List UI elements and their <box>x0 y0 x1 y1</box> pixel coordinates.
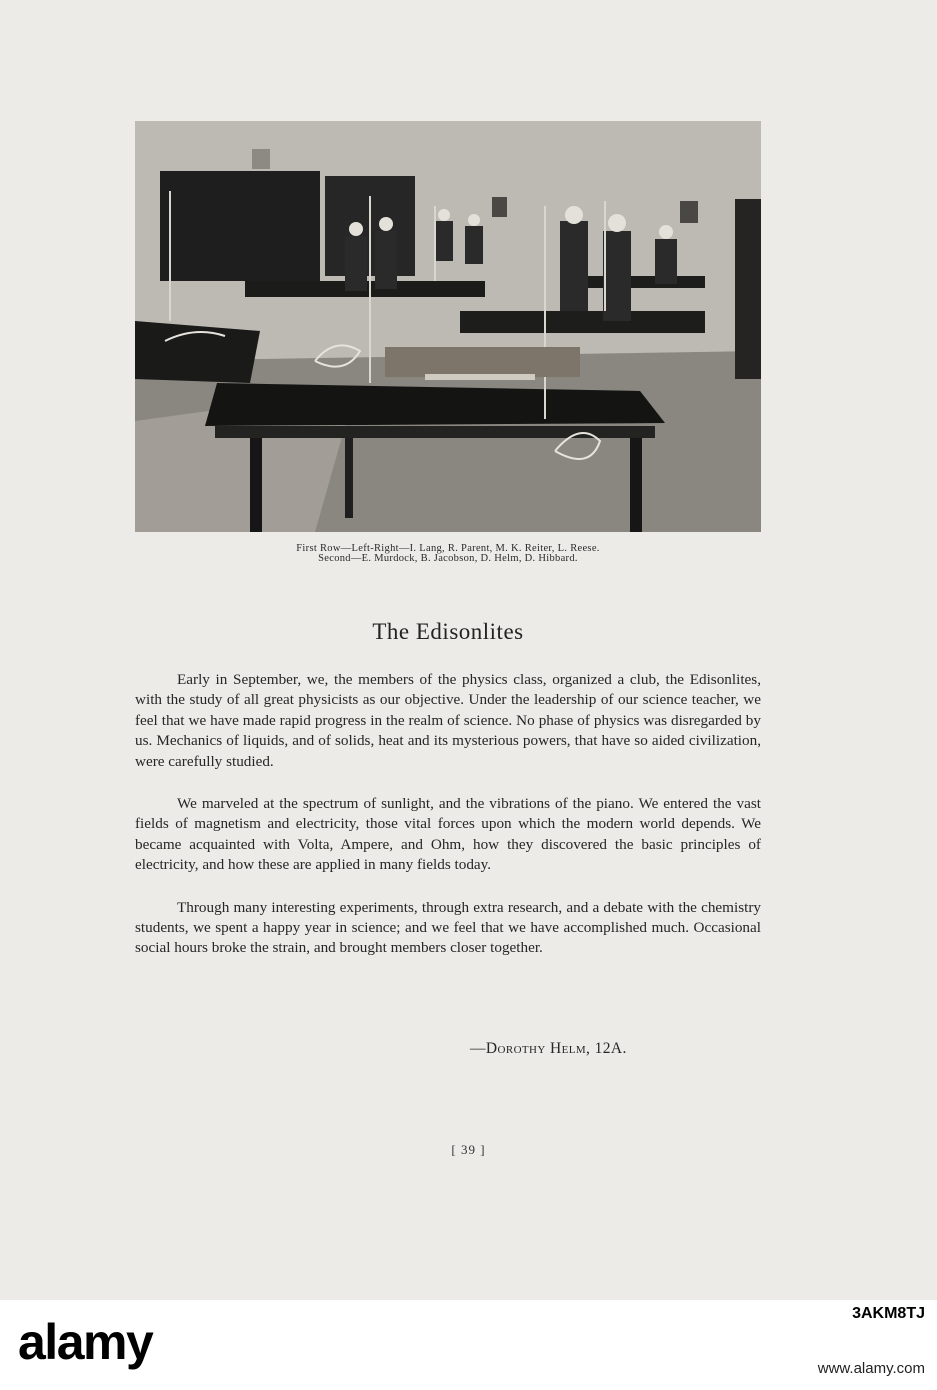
classroom-photo <box>135 121 761 532</box>
image-id: 3AKM8TJ <box>852 1305 925 1322</box>
article-body <box>135 670 761 981</box>
article-title: The Edisonlites <box>372 619 524 644</box>
article-paragraph: Early in September, we, the members of the physics class, organized a club, the Edisonlites, with the study of all great physicists as our objective. Under the leadership of our science teacher, we feel that we have made rapid progress in the realm of science. No phase of physics was disregarded by us. Mechanics of liquids, and of solids, heat and its mysterious powers, that have so aided civilization, were carefully studied. <box>135 671 761 770</box>
alamy-logo: alamy <box>18 1314 153 1370</box>
page-number: [ 39 ] <box>451 1142 486 1157</box>
footer-url: www.alamy.com <box>817 1360 925 1377</box>
article-paragraph: We marveled at the spectrum of sunlight, and the vibrations of the piano. We entered the vast fields of magnetism and electricity, those vital forces upon which the modern world depends. We became acquainted with Volta, Ampere, and Ohm, how they discovered the basic principles of electricity, and how these are applied in many fields today. <box>135 795 761 874</box>
author-signature: —Dorothy Helm, 12A. <box>470 1040 627 1057</box>
caption-line-2: Second—E. Murdock, B. Jacobson, D. Helm, D. Hibbard. <box>318 553 578 564</box>
article-paragraph: Through many interesting experiments, through extra research, and a debate with the chemistry students, we spent a happy year in science; and we feel that we have accomplished much. Occasional social hours broke the strain, and brought members closer together. <box>135 898 761 957</box>
photo-caption <box>135 544 761 564</box>
caption-line-1: First Row—Left-Right—I. Lang, R. Parent, M. K. Reiter, L. Reese. <box>296 543 600 554</box>
